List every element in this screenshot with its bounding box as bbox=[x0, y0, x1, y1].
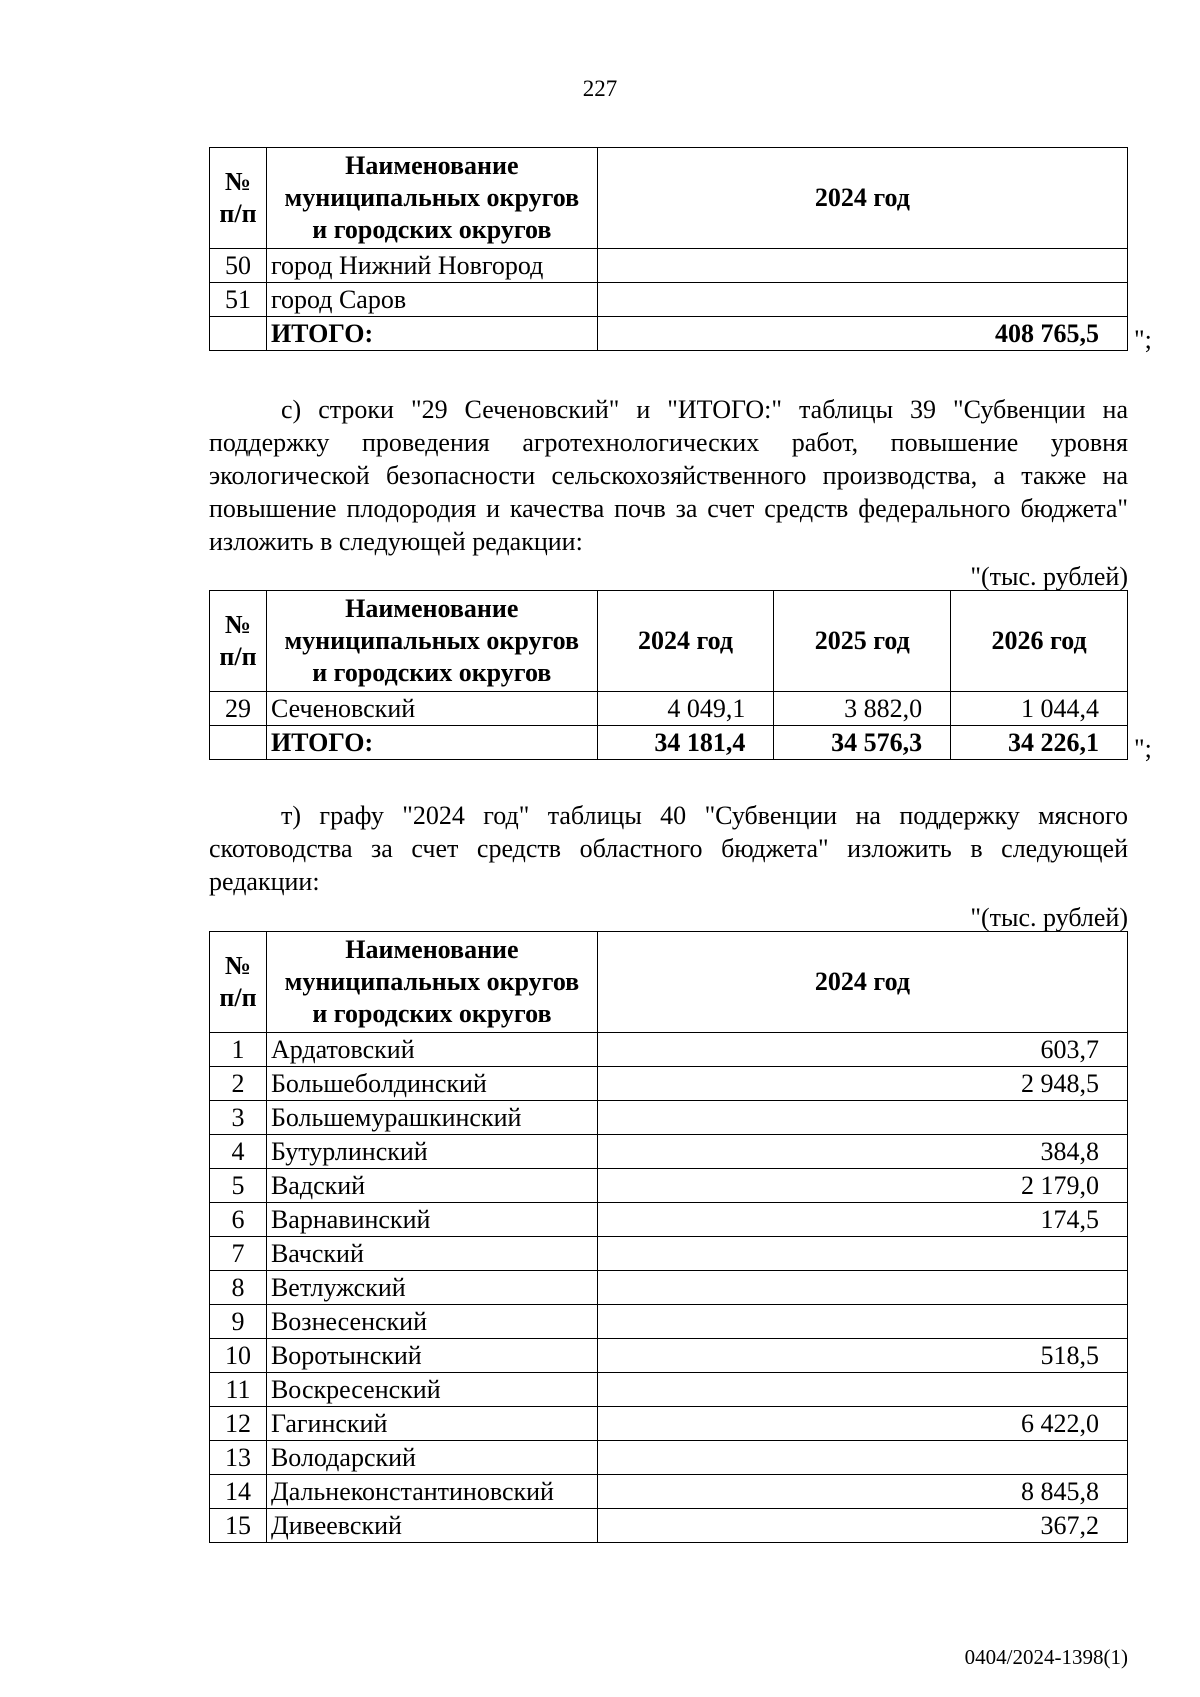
row-num: 8 bbox=[210, 1271, 267, 1305]
table-meat-cattle bbox=[209, 931, 1128, 1543]
row-num: 29 bbox=[210, 692, 267, 726]
row-value-2024: 174,5 bbox=[597, 1203, 1127, 1237]
paragraph-t: т) графу "2024 год" таблицы 40 "Субвенции на поддержку мясного скотоводства за счет средств областного бюджета" изложить в следующей редакции: bbox=[209, 801, 1128, 896]
row-name: Воскресенский bbox=[266, 1373, 597, 1407]
header-name: Наименование муниципальных округов и городских округов bbox=[266, 148, 597, 249]
table-row bbox=[210, 1271, 1128, 1305]
table-row bbox=[210, 283, 1128, 317]
header-2024: 2024 год bbox=[597, 591, 774, 692]
row-num: 1 bbox=[210, 1033, 267, 1067]
row-value-2024: 4 049,1 bbox=[597, 692, 774, 726]
row-value-2024 bbox=[597, 1373, 1127, 1407]
total-value-2024: 408 765,5 bbox=[597, 317, 1127, 351]
total-value-2024: 34 181,4 bbox=[597, 726, 774, 760]
row-value-2024 bbox=[597, 1101, 1127, 1135]
table-row bbox=[210, 1475, 1128, 1509]
row-name: Большеболдинский bbox=[266, 1067, 597, 1101]
table-row bbox=[210, 1237, 1128, 1271]
row-value-2024 bbox=[597, 1237, 1127, 1271]
row-num: 13 bbox=[210, 1441, 267, 1475]
table-row bbox=[210, 1135, 1128, 1169]
row-name: Бутурлинский bbox=[266, 1135, 597, 1169]
table-row bbox=[210, 1203, 1128, 1237]
row-value-2024: 2 179,0 bbox=[597, 1169, 1127, 1203]
row-name: Дальнеконстантиновский bbox=[266, 1475, 597, 1509]
paragraph-c: с) строки "29 Сеченовский" и "ИТОГО:" таблицы 39 "Субвенции на поддержку проведения агротехнологических работ, повышение уровня экологической безопасности сельскохозяйственного производства, а также на повышение плодородия и качества почв за счет средств федерального бюджета" изложить в следующей редакции: bbox=[209, 395, 1128, 556]
table-row bbox=[210, 249, 1128, 283]
table-row bbox=[210, 1101, 1128, 1135]
row-value-2024: 6 422,0 bbox=[597, 1407, 1127, 1441]
closing-quote: "; bbox=[1134, 734, 1152, 763]
row-num: 12 bbox=[210, 1407, 267, 1441]
row-name: Воротынский bbox=[266, 1339, 597, 1373]
row-name: Вознесенский bbox=[266, 1305, 597, 1339]
document-code: 0404/2024-1398(1) bbox=[964, 1645, 1128, 1669]
row-name: город Саров bbox=[266, 283, 597, 317]
total-label: ИТОГО: bbox=[266, 726, 597, 760]
header-2024: 2024 год bbox=[597, 932, 1127, 1033]
row-value-2024: 8 845,8 bbox=[597, 1475, 1127, 1509]
row-name: Большемурашкинский bbox=[266, 1101, 597, 1135]
table-row bbox=[210, 1407, 1128, 1441]
row-name: город Нижний Новгород bbox=[266, 249, 597, 283]
table-row bbox=[210, 1169, 1128, 1203]
row-name: Ветлужский bbox=[266, 1271, 597, 1305]
row-num: 2 bbox=[210, 1067, 267, 1101]
row-value-2024: 603,7 bbox=[597, 1033, 1127, 1067]
row-num: 7 bbox=[210, 1237, 267, 1271]
row-num: 15 bbox=[210, 1509, 267, 1543]
closing-quote: "; bbox=[1134, 325, 1152, 354]
header-2025: 2025 год bbox=[774, 591, 951, 692]
row-value-2026: 1 044,4 bbox=[951, 692, 1128, 726]
row-name: Дивеевский bbox=[266, 1509, 597, 1543]
unit-label: "(тыс. рублей) bbox=[970, 562, 1128, 591]
header-2024: 2024 год bbox=[597, 148, 1127, 249]
row-name: Володарский bbox=[266, 1441, 597, 1475]
row-value-2024: 2 948,5 bbox=[597, 1067, 1127, 1101]
table-row bbox=[210, 1509, 1128, 1543]
row-name: Ардатовский bbox=[266, 1033, 597, 1067]
table-row bbox=[210, 1339, 1128, 1373]
row-value-2024 bbox=[597, 1441, 1127, 1475]
table-row bbox=[210, 1373, 1128, 1407]
table-header-row bbox=[210, 591, 1128, 692]
row-name: Вачский bbox=[266, 1237, 597, 1271]
row-value-2024: 367,2 bbox=[597, 1509, 1127, 1543]
table-municipal-2024-part bbox=[209, 147, 1128, 351]
row-num: 10 bbox=[210, 1339, 267, 1373]
row-value-2024 bbox=[597, 283, 1127, 317]
row-name: Вадский bbox=[266, 1169, 597, 1203]
total-row bbox=[210, 726, 1128, 760]
unit-label: "(тыс. рублей) bbox=[970, 903, 1128, 932]
row-name: Сеченовский bbox=[266, 692, 597, 726]
table-row bbox=[210, 1305, 1128, 1339]
row-num: 9 bbox=[210, 1305, 267, 1339]
header-name: Наименование муниципальных округов и городских округов bbox=[266, 591, 597, 692]
row-value-2025: 3 882,0 bbox=[774, 692, 951, 726]
table-row bbox=[210, 1033, 1128, 1067]
row-value-2024 bbox=[597, 1305, 1127, 1339]
header-num: № п/п bbox=[210, 591, 267, 692]
row-num: 50 bbox=[210, 249, 267, 283]
total-value-2025: 34 576,3 bbox=[774, 726, 951, 760]
row-num: 51 bbox=[210, 283, 267, 317]
table-row bbox=[210, 692, 1128, 726]
row-num: 6 bbox=[210, 1203, 267, 1237]
row-value-2024 bbox=[597, 1271, 1127, 1305]
row-value-2024: 384,8 bbox=[597, 1135, 1127, 1169]
total-num bbox=[210, 317, 267, 351]
row-num: 5 bbox=[210, 1169, 267, 1203]
total-value-2026: 34 226,1 bbox=[951, 726, 1128, 760]
total-row bbox=[210, 317, 1128, 351]
row-name: Варнавинский bbox=[266, 1203, 597, 1237]
header-2026: 2026 год bbox=[951, 591, 1128, 692]
row-num: 11 bbox=[210, 1373, 267, 1407]
row-num: 4 bbox=[210, 1135, 267, 1169]
row-value-2024 bbox=[597, 249, 1127, 283]
table-row bbox=[210, 1441, 1128, 1475]
header-num: № п/п bbox=[210, 148, 267, 249]
page-number: 227 bbox=[582, 76, 618, 101]
header-num: № п/п bbox=[210, 932, 267, 1033]
row-name: Гагинский bbox=[266, 1407, 597, 1441]
row-num: 14 bbox=[210, 1475, 267, 1509]
table-header-row bbox=[210, 148, 1128, 249]
table-agro-subventions bbox=[209, 590, 1128, 760]
total-label: ИТОГО: bbox=[266, 317, 597, 351]
row-num: 3 bbox=[210, 1101, 267, 1135]
table-row bbox=[210, 1067, 1128, 1101]
header-name: Наименование муниципальных округов и городских округов bbox=[266, 932, 597, 1033]
total-num bbox=[210, 726, 267, 760]
row-value-2024: 518,5 bbox=[597, 1339, 1127, 1373]
table-header-row bbox=[210, 932, 1128, 1033]
